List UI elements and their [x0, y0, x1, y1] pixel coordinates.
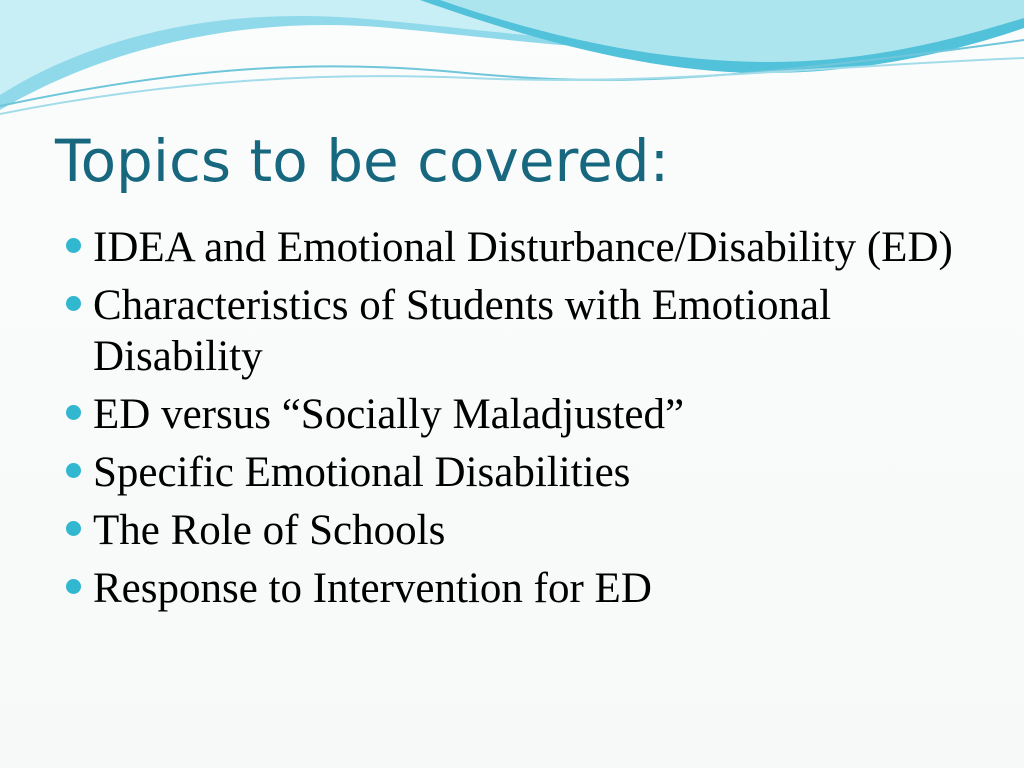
slide-title: Topics to be covered:: [55, 127, 670, 195]
topic-bullet-label: ED versus “Socially Maladjusted”: [93, 391, 685, 438]
bullet-dot-icon: [66, 296, 81, 311]
wave-line-two: [0, 58, 1024, 114]
topic-bullet-role-of-schools: [62, 505, 992, 556]
topic-bullet-socially-maladjusted: [62, 389, 992, 440]
topic-bullet-label: Response to Intervention for ED: [93, 565, 652, 612]
topic-bullet-response-to-intervention: [62, 563, 992, 614]
decorative-wave-header: [0, 0, 1024, 130]
topic-bullet-list: [62, 222, 992, 621]
bullet-dot-icon: [66, 463, 81, 478]
bullet-dot-icon: [66, 521, 81, 536]
topic-bullet-label: The Role of Schools: [93, 507, 446, 554]
topic-bullet-characteristics: [62, 280, 992, 382]
topic-bullet-specific-disabilities: [62, 447, 992, 498]
topic-bullet-label: Specific Emotional Disabilities: [93, 449, 631, 496]
topic-bullet-label: Characteristics of Students with Emotional Disability: [93, 282, 832, 380]
bullet-dot-icon: [66, 405, 81, 420]
topic-bullet-label: IDEA and Emotional Disturbance/Disability (ED): [93, 224, 953, 271]
topic-bullet-idea-ed: [62, 222, 992, 273]
bullet-dot-icon: [66, 238, 81, 253]
bullet-dot-icon: [66, 579, 81, 594]
